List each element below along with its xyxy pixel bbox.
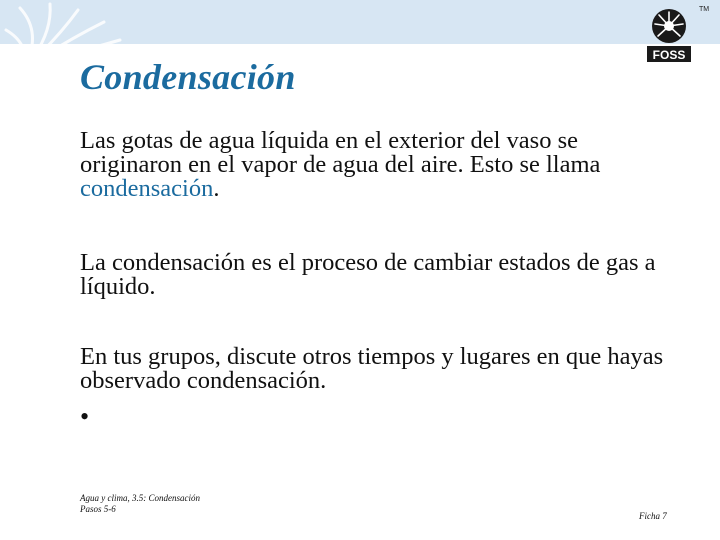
paragraph-2: La condensación es el proceso de cambiar estados de gas a líquido. [80, 249, 656, 300]
footer-source [80, 493, 200, 515]
footer-source-line-1: Agua y clima, 3.5: Condensación [80, 493, 200, 503]
condensation-highlight: condensación [80, 175, 214, 202]
trademark-label: TM [699, 6, 710, 13]
foss-logo-icon [645, 6, 693, 64]
paragraph-3: En tus grupos, discute otros tiempos y lugares en que hayas observado condensación. [80, 343, 664, 394]
footer-source-line-2: Pasos 5-6 [80, 504, 116, 514]
logo-text: FOSS [652, 48, 686, 62]
paragraph-1-text: Las gotas de agua líquida en el exterior del vaso se originaron en el vapor de agua del aire. Esto se llama [80, 127, 601, 178]
paragraph-1-end: . [213, 175, 220, 202]
empty-bullet: • [80, 402, 90, 431]
slide-title: Condensación [80, 57, 296, 97]
paragraph-1 [80, 129, 680, 201]
footer-card-number: Ficha 7 [639, 511, 667, 521]
